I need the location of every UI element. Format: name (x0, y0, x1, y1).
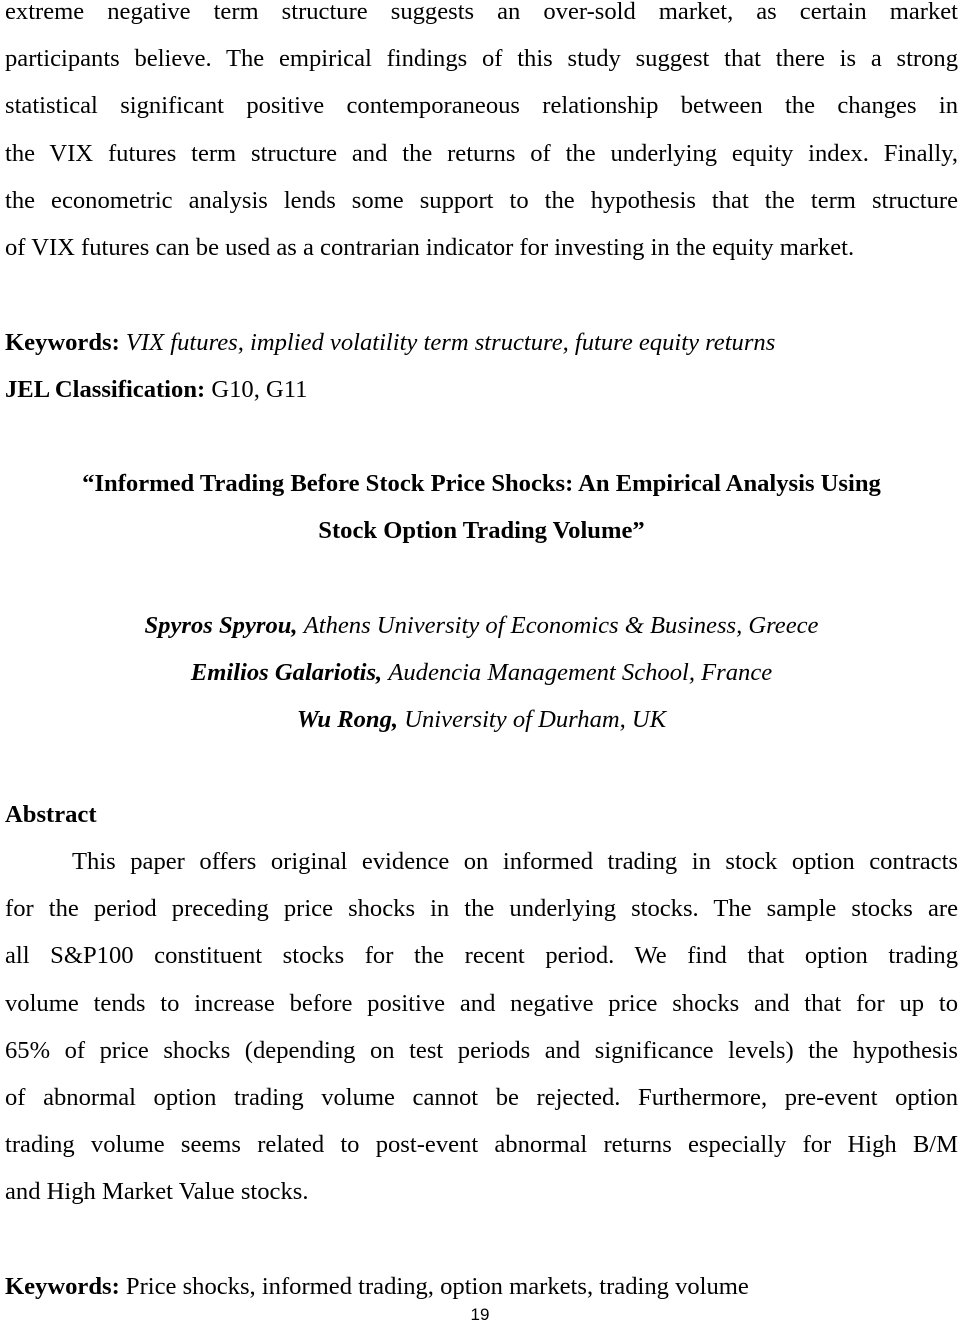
prev-jel (5, 366, 958, 413)
abstract-line: This paper offers original evidence on informed trading in stock option contracts (72, 848, 958, 875)
prev-jel-label: JEL Classification: (5, 376, 206, 403)
page-number: 19 (470, 1305, 490, 1324)
prev-abstract-line: extreme negative term structure suggests an over-sold market, as certain market (5, 0, 958, 25)
abstract-line: for the period preceding price shocks in the underlying stocks. The sample stocks are (5, 895, 958, 923)
author-entry (5, 696, 958, 743)
keywords-text: Price shocks, informed trading, option markets, trading volume (125, 1273, 749, 1300)
author-affiliation: Athens University of Economics & Business, Greece (303, 612, 819, 639)
abstract-line: of abnormal option trading volume cannot be rejected. Furthermore, pre-event option (5, 1084, 958, 1112)
paper-title-line2: Stock Option Trading Volume” (318, 517, 645, 545)
author-name: Spyros Spyrou, (144, 612, 298, 639)
author-entry (5, 649, 958, 696)
prev-keywords-text: VIX futures, implied volatility term structure, future equity returns (125, 329, 776, 356)
author-affiliation: Audencia Management School, France (388, 659, 773, 687)
prev-abstract-line: statistical significant positive contemporaneous relationship between the changes in (5, 92, 958, 120)
abstract-line: 65% of price shocks (depending on test periods and significance levels) the hypothesis (5, 1036, 958, 1064)
prev-abstract-body (5, 0, 958, 271)
abstract-line: trading volume seems related to post-event abnormal returns especially for High B/M (5, 1131, 958, 1159)
prev-jel-text: G10, G11 (211, 376, 308, 403)
abstract-line: volume tends to increase before positive and negative price shocks and that for up to (5, 989, 958, 1017)
abstract-heading: Abstract (5, 801, 97, 828)
prev-abstract-line: participants believe. The empirical findings of this study suggest that there is a strong (5, 45, 958, 73)
author-list (5, 602, 958, 744)
abstract-body (5, 838, 958, 1216)
prev-abstract-line: the VIX futures term structure and the returns of the underlying equity index. Finally, (5, 139, 958, 167)
prev-keywords (5, 319, 958, 366)
paper-title (5, 460, 958, 554)
author-affiliation: University of Durham, UK (404, 706, 667, 734)
author-name: Wu Rong, (296, 706, 399, 734)
keywords-label: Keywords: (5, 1273, 120, 1300)
paper-title-line1: “Informed Trading Before Stock Price Shocks: An Empirical Analysis Using (82, 470, 881, 497)
author-name: Emilios Galariotis, (190, 659, 383, 687)
abstract-line: all S&P100 constituent stocks for the recent period. We find that option trading (5, 942, 958, 970)
prev-keywords-label: Keywords: (5, 329, 120, 356)
abstract-line: and High Market Value stocks. (5, 1178, 309, 1206)
prev-abstract-line: the econometric analysis lends some support to the hypothesis that the term structure (5, 186, 958, 214)
author-entry (5, 602, 958, 649)
prev-abstract-line: of VIX futures can be used as a contrarian indicator for investing in the equity market. (5, 234, 855, 262)
keywords (5, 1263, 958, 1310)
